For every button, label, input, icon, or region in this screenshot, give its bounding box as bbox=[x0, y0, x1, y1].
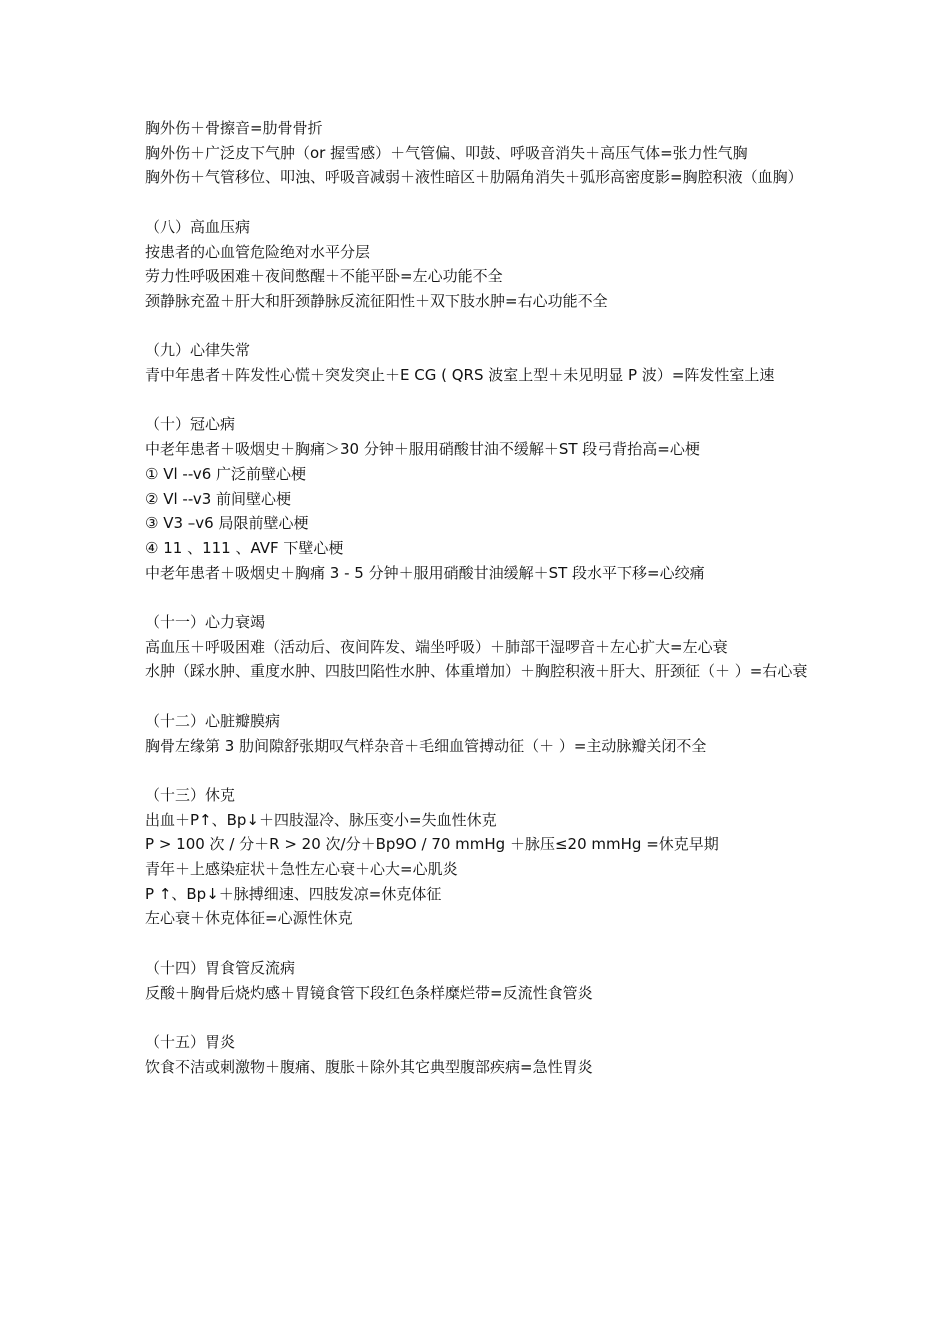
text-line: 饮食不洁或刺激物＋腹痛、腹胀＋除外其它典型腹部疾病=急性胃炎 bbox=[145, 1057, 593, 1076]
section-gerd bbox=[145, 956, 815, 1005]
section-gastritis bbox=[145, 1030, 815, 1079]
text-line: 胸外伤＋广泛皮下气肿（or 握雪感）＋气管偏、叩鼓、呼吸音消失＋高压气体=张力性气胸 bbox=[145, 143, 748, 162]
section-heading: （十五）胃炎 bbox=[145, 1032, 236, 1051]
text-line: 左心衰＋休克体征=心源性休克 bbox=[145, 909, 353, 928]
text-line: 水肿（踩水肿、重度水肿、四肢凹陷性水肿、体重增加）＋胸腔积液＋肝大、肝颈征（＋ ）=右心衰 bbox=[145, 662, 808, 681]
section-valvular-disease bbox=[145, 709, 815, 758]
text-line: 颈静脉充盈＋肝大和肝颈静脉反流征阳性＋双下肢水肿=右心功能不全 bbox=[145, 291, 608, 310]
text-line: 反酸＋胸骨后烧灼感＋胃镜食管下段红色条样糜烂带=反流性食管炎 bbox=[145, 983, 593, 1002]
section-heading: （九）心律失常 bbox=[145, 341, 251, 360]
document-page bbox=[145, 116, 815, 1079]
text-line: P ↑、Bp↓＋脉搏细速、四肢发凉=休克体征 bbox=[145, 884, 442, 903]
text-line: 劳力性呼吸困难＋夜间憋醒＋不能平卧=左心功能不全 bbox=[145, 267, 503, 286]
section-hypertension bbox=[145, 215, 815, 314]
text-line: ① Vl --v6 广泛前壁心梗 bbox=[145, 464, 307, 483]
section-coronary-disease bbox=[145, 412, 815, 585]
text-line: 中老年患者＋吸烟史＋胸痛 3 - 5 分钟＋服用硝酸甘油缓解＋ST 段水平下移=心绞痛 bbox=[145, 563, 705, 582]
section-heading: （十四）胃食管反流病 bbox=[145, 958, 296, 977]
section-chest-trauma bbox=[145, 116, 815, 190]
text-line: 按患者的心血管危险绝对水平分层 bbox=[145, 242, 371, 261]
section-heading: （八）高血压病 bbox=[145, 217, 251, 236]
text-line: 出血＋P↑、Bp↓＋四肢湿冷、脉压变小=失血性休克 bbox=[145, 810, 497, 829]
text-line: ② Vl --v3 前间壁心梗 bbox=[145, 489, 292, 508]
text-line: P > 100 次 / 分＋R > 20 次/分＋Bp9O / 70 mmHg ＋脉压≤20 mmHg =休克早期 bbox=[145, 835, 719, 854]
text-line: 胸外伤＋气管移位、叩浊、呼吸音减弱＋液性暗区＋肋隔角消失＋弧形高密度影=胸腔积液（血胸） bbox=[145, 168, 803, 187]
text-line: 胸外伤＋骨擦音=肋骨骨折 bbox=[145, 119, 323, 137]
section-heading: （十一）心力衰竭 bbox=[145, 613, 266, 631]
section-shock bbox=[145, 783, 815, 931]
section-heading: （十）冠心病 bbox=[145, 415, 236, 434]
text-line: 胸骨左缘第 3 肋间隙舒张期叹气样杂音＋毛细血管搏动征（＋ ）=主动脉瓣关闭不全 bbox=[145, 736, 707, 755]
section-arrhythmia bbox=[145, 338, 815, 387]
text-line: ④ 11 、111 、AVF 下壁心梗 bbox=[145, 538, 344, 557]
text-line: 高血压＋呼吸困难（活动后、夜间阵发、端坐呼吸）＋肺部干湿啰音＋左心扩大=左心衰 bbox=[145, 637, 728, 656]
text-line: 青年＋上感染症状＋急性左心衰＋心大=心肌炎 bbox=[145, 860, 458, 878]
text-line: 青中年患者＋阵发性心慌＋突发突止＋E CG ( QRS 波室上型＋未见明显 P 波）=阵发性室上速 bbox=[145, 366, 775, 384]
section-heading: （十三）休克 bbox=[145, 785, 236, 804]
section-heading: （十二）心脏瓣膜病 bbox=[145, 711, 281, 730]
section-heart-failure bbox=[145, 610, 815, 684]
text-line: 中老年患者＋吸烟史＋胸痛＞30 分钟＋服用硝酸甘油不缓解＋ST 段弓背抬高=心梗 bbox=[145, 440, 700, 459]
text-line: ③ V3 –v6 局限前壁心梗 bbox=[145, 514, 309, 533]
